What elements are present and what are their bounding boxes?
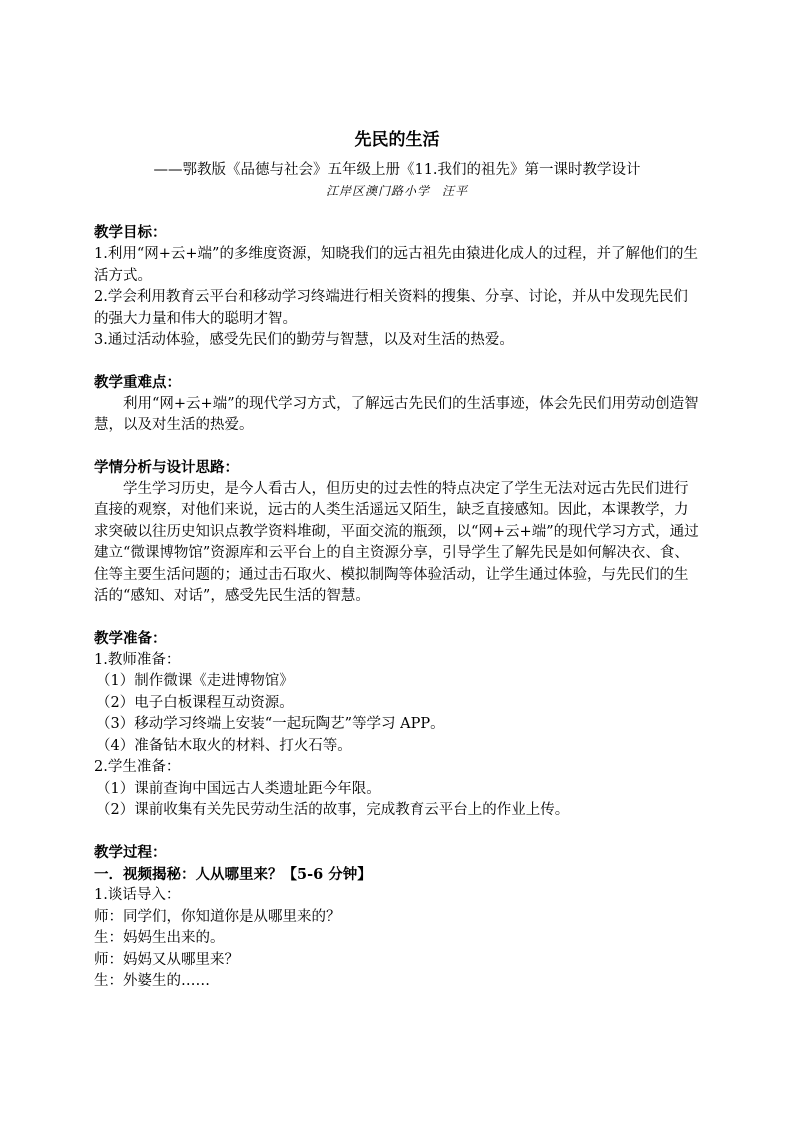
dialog-line: 师：同学们，你知道你是从哪里来的？ [94, 908, 341, 925]
teacher-prep-item: （4）准备钻木取火的材料、打火石等。 [96, 737, 352, 754]
dialog-line: 师：妈妈又从哪里来？ [94, 951, 239, 968]
goal-item: 2.学会利用教育云平台和移动学习终端进行相关资料的搜集、分享、讨论，并从中发现先民们的强大力量和伟大的聪明才智。 [94, 289, 688, 327]
analysis-section [94, 457, 700, 608]
teacher-prep-item: （1）制作微课《走进博物馆》 [96, 673, 294, 689]
goals-section [94, 222, 700, 352]
keypoints-text: 利用“网+云+端”的现代学习方式，了解远古先民们的生活事迹，体会先民们用劳动创造智慧，以及对生活的热爱。 [94, 395, 699, 433]
document-subtitle: ——鄂教版《品德与社会》五年级上册《11.我们的祖先》第一课时教学设计 [153, 162, 641, 178]
analysis-heading: 学情分析与设计思路： [94, 458, 239, 476]
prep-heading: 教学准备： [94, 629, 167, 647]
prep-section [94, 628, 700, 822]
document-title: 先民的生活 [354, 130, 440, 150]
analysis-text: 学生学习历史，是今人看古人，但历史的过去性的特点决定了学生无法对远古先民们进行直接的观察，对他们来说，远古的人类生活遥远又陌生，缺乏直接感知。因此，本课教学，力求突破以往历史知识点教学资料堆砌，平面交流的瓶颈，以“网+云+端”的现代学习方式，通过建立“微课博物馆”资源库和云平台上的自主资源分享，引导学生了解先民是如何解决衣、食、住等主要生活问题的；通过击石取火、模拟制陶等体验活动，让学生通过体验，与先民们的生活的“感知、对话”，感受先民生活的智慧。 [94, 480, 699, 604]
goal-item: 3.通过活动体验，感受先民们的勤劳与智慧，以及对生活的热爱。 [94, 332, 514, 348]
student-prep-item: （1）课前查询中国远古人类遗址距今年限。 [96, 780, 381, 797]
goal-item: 1.利用“网+云+端”的多维度资源，知晓我们的远古祖先由猿进化成人的过程，并了解他们的生活方式。 [94, 246, 698, 284]
keypoints-heading: 教学重难点： [94, 373, 181, 391]
keypoints-section [94, 372, 700, 437]
dialog-line: 生：外婆生的…… [94, 973, 210, 989]
goals-heading: 教学目标： [94, 224, 167, 241]
document-page [94, 128, 700, 993]
student-prep-item: （2）课前收集有关先民劳动生活的故事，完成教育云平台上的作业上传。 [96, 802, 570, 818]
teacher-prep-item: （2）电子白板课程互动资源。 [96, 694, 294, 711]
teacher-prep-item: （3）移动学习终端上安装“一起玩陶艺”等学习 APP。 [96, 716, 445, 732]
teacher-prep-label: 1.教师准备： [94, 651, 181, 668]
teacher-name: 汪平 [442, 184, 469, 198]
process-heading: 教学过程： [94, 843, 167, 861]
author-line [94, 182, 700, 200]
process-step-label: 1.谈话导入： [94, 887, 181, 903]
dialog-line: 生：妈妈生出来的。 [94, 930, 225, 946]
student-prep-label: 2.学生准备： [94, 759, 181, 775]
school-name: 江岸区澳门路小学 [325, 184, 430, 198]
process-part-title: 一．视频揭秘：人从哪里来？【5-6 分钟】 [94, 865, 372, 883]
process-section [94, 842, 700, 993]
